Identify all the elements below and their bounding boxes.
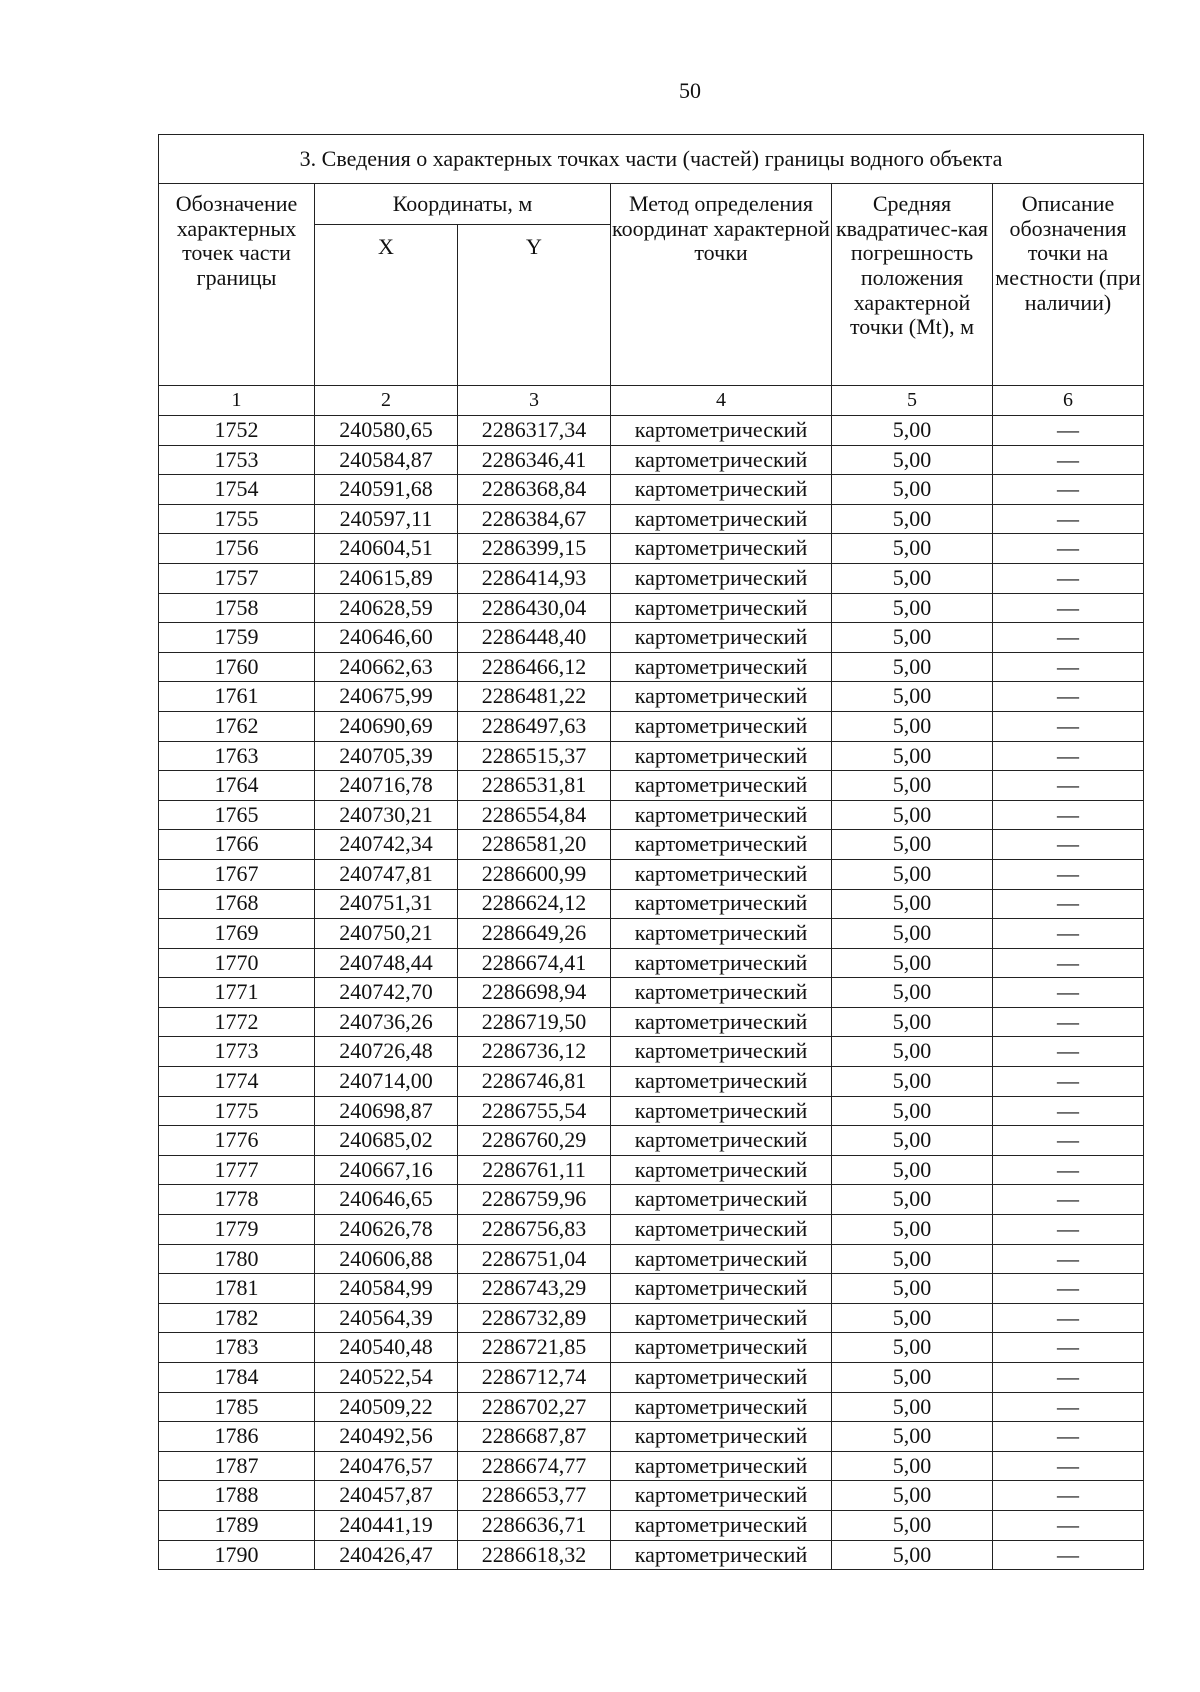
table-row	[159, 504, 1144, 534]
error-cell: 5,00	[832, 1215, 993, 1245]
table-row	[159, 800, 1144, 830]
error-cell: 5,00	[832, 1096, 993, 1126]
x-coordinate-cell: 240747,81	[315, 859, 458, 889]
x-coordinate-cell: 240667,16	[315, 1155, 458, 1185]
table-row	[159, 1392, 1144, 1422]
method-cell: картометрический	[611, 1215, 832, 1245]
error-cell: 5,00	[832, 1510, 993, 1540]
x-coordinate-cell: 240441,19	[315, 1510, 458, 1540]
description-cell: —	[993, 1303, 1144, 1333]
description-cell: —	[993, 1126, 1144, 1156]
table-row	[159, 593, 1144, 623]
point-id-cell: 1780	[159, 1244, 315, 1274]
error-cell: 5,00	[832, 445, 993, 475]
point-id-cell: 1764	[159, 771, 315, 801]
y-coordinate-cell: 2286760,29	[458, 1126, 611, 1156]
method-cell: картометрический	[611, 1037, 832, 1067]
error-cell: 5,00	[832, 1007, 993, 1037]
description-cell: —	[993, 771, 1144, 801]
point-id-cell: 1767	[159, 859, 315, 889]
description-cell: —	[993, 1185, 1144, 1215]
column-number: 3	[458, 386, 611, 416]
x-coordinate-cell: 240580,65	[315, 416, 458, 446]
table-row	[159, 1333, 1144, 1363]
x-coordinate-cell: 240742,70	[315, 978, 458, 1008]
method-cell: картометрический	[611, 1067, 832, 1097]
y-coordinate-cell: 2286414,93	[458, 563, 611, 593]
table-body	[159, 416, 1144, 1570]
error-cell: 5,00	[832, 1274, 993, 1304]
error-cell: 5,00	[832, 1540, 993, 1570]
method-cell: картометрический	[611, 919, 832, 949]
error-cell: 5,00	[832, 1422, 993, 1452]
error-cell: 5,00	[832, 1333, 993, 1363]
method-cell: картометрический	[611, 1096, 832, 1126]
column-number: 2	[315, 386, 458, 416]
description-cell: —	[993, 1007, 1144, 1037]
x-coordinate-cell: 240662,63	[315, 652, 458, 682]
x-coordinate-cell: 240750,21	[315, 919, 458, 949]
error-cell: 5,00	[832, 771, 993, 801]
table-row	[159, 919, 1144, 949]
point-id-cell: 1753	[159, 445, 315, 475]
y-coordinate-cell: 2286430,04	[458, 593, 611, 623]
error-cell: 5,00	[832, 504, 993, 534]
x-coordinate-cell: 240705,39	[315, 741, 458, 771]
column-number: 5	[832, 386, 993, 416]
header-row	[159, 184, 1144, 225]
point-id-cell: 1781	[159, 1274, 315, 1304]
table-row	[159, 1540, 1144, 1570]
table-row	[159, 563, 1144, 593]
x-coordinate-cell: 240492,56	[315, 1422, 458, 1452]
y-coordinate-cell: 2286481,22	[458, 682, 611, 712]
method-cell: картометрический	[611, 830, 832, 860]
point-id-cell: 1768	[159, 889, 315, 919]
x-coordinate-cell: 240604,51	[315, 534, 458, 564]
error-cell: 5,00	[832, 800, 993, 830]
point-id-cell: 1769	[159, 919, 315, 949]
error-cell: 5,00	[832, 1363, 993, 1393]
table-row	[159, 475, 1144, 505]
table-row	[159, 1510, 1144, 1540]
error-cell: 5,00	[832, 623, 993, 653]
description-cell: —	[993, 1274, 1144, 1304]
y-coordinate-cell: 2286712,74	[458, 1363, 611, 1393]
x-coordinate-cell: 240716,78	[315, 771, 458, 801]
y-coordinate-cell: 2286746,81	[458, 1067, 611, 1097]
method-cell: картометрический	[611, 416, 832, 446]
point-id-cell: 1777	[159, 1155, 315, 1185]
method-cell: картометрический	[611, 563, 832, 593]
table-row	[159, 1422, 1144, 1452]
table-row	[159, 859, 1144, 889]
description-cell: —	[993, 504, 1144, 534]
method-cell: картометрический	[611, 800, 832, 830]
y-coordinate-cell: 2286618,32	[458, 1540, 611, 1570]
error-cell: 5,00	[832, 563, 993, 593]
error-cell: 5,00	[832, 1185, 993, 1215]
description-cell: —	[993, 1451, 1144, 1481]
error-cell: 5,00	[832, 475, 993, 505]
header-description: Описание обозначения точки на местности (при наличии)	[993, 184, 1144, 386]
method-cell: картометрический	[611, 504, 832, 534]
column-number: 1	[159, 386, 315, 416]
column-number-row	[159, 386, 1144, 416]
table-row	[159, 1215, 1144, 1245]
table-row	[159, 889, 1144, 919]
table-row	[159, 1303, 1144, 1333]
header-method: Метод определения координат характерной точки	[611, 184, 832, 386]
description-cell: —	[993, 1096, 1144, 1126]
point-id-cell: 1755	[159, 504, 315, 534]
y-coordinate-cell: 2286624,12	[458, 889, 611, 919]
method-cell: картометрический	[611, 1451, 832, 1481]
point-id-cell: 1752	[159, 416, 315, 446]
method-cell: картометрический	[611, 1007, 832, 1037]
description-cell: —	[993, 1155, 1144, 1185]
table-row	[159, 1155, 1144, 1185]
method-cell: картометрический	[611, 682, 832, 712]
error-cell: 5,00	[832, 1037, 993, 1067]
point-id-cell: 1763	[159, 741, 315, 771]
column-number: 4	[611, 386, 832, 416]
description-cell: —	[993, 1215, 1144, 1245]
point-id-cell: 1785	[159, 1392, 315, 1422]
y-coordinate-cell: 2286317,34	[458, 416, 611, 446]
point-id-cell: 1761	[159, 682, 315, 712]
error-cell: 5,00	[832, 1481, 993, 1511]
point-id-cell: 1771	[159, 978, 315, 1008]
description-cell: —	[993, 919, 1144, 949]
point-id-cell: 1766	[159, 830, 315, 860]
y-coordinate-cell: 2286384,67	[458, 504, 611, 534]
description-cell: —	[993, 948, 1144, 978]
description-cell: —	[993, 563, 1144, 593]
table-row	[159, 445, 1144, 475]
description-cell: —	[993, 1540, 1144, 1570]
section-title-row	[159, 135, 1144, 184]
point-id-cell: 1760	[159, 652, 315, 682]
method-cell: картометрический	[611, 1155, 832, 1185]
description-cell: —	[993, 445, 1144, 475]
x-coordinate-cell: 240509,22	[315, 1392, 458, 1422]
point-id-cell: 1772	[159, 1007, 315, 1037]
method-cell: картометрический	[611, 948, 832, 978]
error-cell: 5,00	[832, 1451, 993, 1481]
method-cell: картометрический	[611, 1303, 832, 1333]
description-cell: —	[993, 1037, 1144, 1067]
point-id-cell: 1770	[159, 948, 315, 978]
x-coordinate-cell: 240597,11	[315, 504, 458, 534]
point-id-cell: 1775	[159, 1096, 315, 1126]
y-coordinate-cell: 2286466,12	[458, 652, 611, 682]
y-coordinate-cell: 2286448,40	[458, 623, 611, 653]
y-coordinate-cell: 2286515,37	[458, 741, 611, 771]
method-cell: картометрический	[611, 1422, 832, 1452]
header-coordinates: Координаты, м	[315, 184, 611, 225]
point-id-cell: 1790	[159, 1540, 315, 1570]
error-cell: 5,00	[832, 889, 993, 919]
y-coordinate-cell: 2286761,11	[458, 1155, 611, 1185]
y-coordinate-cell: 2286674,41	[458, 948, 611, 978]
method-cell: картометрический	[611, 1481, 832, 1511]
point-id-cell: 1756	[159, 534, 315, 564]
x-coordinate-cell: 240736,26	[315, 1007, 458, 1037]
description-cell: —	[993, 682, 1144, 712]
error-cell: 5,00	[832, 682, 993, 712]
method-cell: картометрический	[611, 1244, 832, 1274]
table-row	[159, 771, 1144, 801]
method-cell: картометрический	[611, 1510, 832, 1540]
x-coordinate-cell: 240615,89	[315, 563, 458, 593]
description-cell: —	[993, 1067, 1144, 1097]
error-cell: 5,00	[832, 978, 993, 1008]
x-coordinate-cell: 240457,87	[315, 1481, 458, 1511]
error-cell: 5,00	[832, 1067, 993, 1097]
point-id-cell: 1782	[159, 1303, 315, 1333]
error-cell: 5,00	[832, 1126, 993, 1156]
error-cell: 5,00	[832, 830, 993, 860]
x-coordinate-cell: 240646,65	[315, 1185, 458, 1215]
x-coordinate-cell: 240426,47	[315, 1540, 458, 1570]
point-id-cell: 1784	[159, 1363, 315, 1393]
method-cell: картометрический	[611, 1274, 832, 1304]
table-row	[159, 682, 1144, 712]
x-coordinate-cell: 240584,99	[315, 1274, 458, 1304]
x-coordinate-cell: 240646,60	[315, 623, 458, 653]
table-row	[159, 978, 1144, 1008]
point-id-cell: 1779	[159, 1215, 315, 1245]
x-coordinate-cell: 240726,48	[315, 1037, 458, 1067]
header-error: Средняя квадратичес-кая погрешность положения характерной точки (Mt), м	[832, 184, 993, 386]
point-id-cell: 1758	[159, 593, 315, 623]
point-id-cell: 1762	[159, 711, 315, 741]
method-cell: картометрический	[611, 1185, 832, 1215]
table-row	[159, 711, 1144, 741]
x-coordinate-cell: 240626,78	[315, 1215, 458, 1245]
error-cell: 5,00	[832, 534, 993, 564]
point-id-cell: 1765	[159, 800, 315, 830]
point-id-cell: 1783	[159, 1333, 315, 1363]
error-cell: 5,00	[832, 711, 993, 741]
y-coordinate-cell: 2286719,50	[458, 1007, 611, 1037]
x-coordinate-cell: 240628,59	[315, 593, 458, 623]
method-cell: картометрический	[611, 771, 832, 801]
table-row	[159, 948, 1144, 978]
description-cell: —	[993, 978, 1144, 1008]
y-coordinate-cell: 2286600,99	[458, 859, 611, 889]
x-coordinate-cell: 240584,87	[315, 445, 458, 475]
error-cell: 5,00	[832, 1303, 993, 1333]
table-row	[159, 416, 1144, 446]
table-row	[159, 1451, 1144, 1481]
method-cell: картометрический	[611, 1126, 832, 1156]
table-row	[159, 1274, 1144, 1304]
table-row	[159, 830, 1144, 860]
y-coordinate-cell: 2286399,15	[458, 534, 611, 564]
description-cell: —	[993, 652, 1144, 682]
y-coordinate-cell: 2286636,71	[458, 1510, 611, 1540]
column-number: 6	[993, 386, 1144, 416]
method-cell: картометрический	[611, 741, 832, 771]
description-cell: —	[993, 800, 1144, 830]
x-coordinate-cell: 240742,34	[315, 830, 458, 860]
description-cell: —	[993, 1481, 1144, 1511]
x-coordinate-cell: 240522,54	[315, 1363, 458, 1393]
point-id-cell: 1776	[159, 1126, 315, 1156]
error-cell: 5,00	[832, 416, 993, 446]
table-row	[159, 741, 1144, 771]
table-row	[159, 1185, 1144, 1215]
point-id-cell: 1789	[159, 1510, 315, 1540]
x-coordinate-cell: 240698,87	[315, 1096, 458, 1126]
error-cell: 5,00	[832, 1392, 993, 1422]
method-cell: картометрический	[611, 1333, 832, 1363]
description-cell: —	[993, 1363, 1144, 1393]
point-id-cell: 1778	[159, 1185, 315, 1215]
method-cell: картометрический	[611, 652, 832, 682]
y-coordinate-cell: 2286531,81	[458, 771, 611, 801]
method-cell: картометрический	[611, 889, 832, 919]
description-cell: —	[993, 1333, 1144, 1363]
method-cell: картометрический	[611, 1392, 832, 1422]
header-x: X	[315, 225, 458, 386]
y-coordinate-cell: 2286702,27	[458, 1392, 611, 1422]
y-coordinate-cell: 2286687,87	[458, 1422, 611, 1452]
section-title: 3. Сведения о характерных точках части (частей) границы водного объекта	[159, 135, 1144, 184]
method-cell: картометрический	[611, 978, 832, 1008]
table-row	[159, 1037, 1144, 1067]
table-row	[159, 1067, 1144, 1097]
table-row	[159, 1096, 1144, 1126]
error-cell: 5,00	[832, 948, 993, 978]
y-coordinate-cell: 2286759,96	[458, 1185, 611, 1215]
point-id-cell: 1757	[159, 563, 315, 593]
description-cell: —	[993, 711, 1144, 741]
page-number: 50	[679, 78, 701, 103]
table-row	[159, 1007, 1144, 1037]
y-coordinate-cell: 2286497,63	[458, 711, 611, 741]
error-cell: 5,00	[832, 1155, 993, 1185]
y-coordinate-cell: 2286743,29	[458, 1274, 611, 1304]
method-cell: картометрический	[611, 1540, 832, 1570]
table-row	[159, 1363, 1144, 1393]
header-designation: Обозначение характерных точек части границы	[159, 184, 315, 386]
method-cell: картометрический	[611, 593, 832, 623]
description-cell: —	[993, 593, 1144, 623]
x-coordinate-cell: 240714,00	[315, 1067, 458, 1097]
method-cell: картометрический	[611, 475, 832, 505]
error-cell: 5,00	[832, 652, 993, 682]
description-cell: —	[993, 1422, 1144, 1452]
error-cell: 5,00	[832, 1244, 993, 1274]
y-coordinate-cell: 2286581,20	[458, 830, 611, 860]
x-coordinate-cell: 240675,99	[315, 682, 458, 712]
x-coordinate-cell: 240476,57	[315, 1451, 458, 1481]
x-coordinate-cell: 240591,68	[315, 475, 458, 505]
y-coordinate-cell: 2286346,41	[458, 445, 611, 475]
method-cell: картометрический	[611, 859, 832, 889]
method-cell: картометрический	[611, 623, 832, 653]
table-row	[159, 1244, 1144, 1274]
y-coordinate-cell: 2286736,12	[458, 1037, 611, 1067]
x-coordinate-cell: 240564,39	[315, 1303, 458, 1333]
description-cell: —	[993, 623, 1144, 653]
point-id-cell: 1787	[159, 1451, 315, 1481]
x-coordinate-cell: 240751,31	[315, 889, 458, 919]
y-coordinate-cell: 2286732,89	[458, 1303, 611, 1333]
y-coordinate-cell: 2286721,85	[458, 1333, 611, 1363]
description-cell: —	[993, 534, 1144, 564]
point-id-cell: 1774	[159, 1067, 315, 1097]
x-coordinate-cell: 240606,88	[315, 1244, 458, 1274]
table-row	[159, 1481, 1144, 1511]
error-cell: 5,00	[832, 919, 993, 949]
y-coordinate-cell: 2286649,26	[458, 919, 611, 949]
y-coordinate-cell: 2286756,83	[458, 1215, 611, 1245]
x-coordinate-cell: 240690,69	[315, 711, 458, 741]
description-cell: —	[993, 475, 1144, 505]
table-row	[159, 534, 1144, 564]
y-coordinate-cell: 2286368,84	[458, 475, 611, 505]
boundary-points-table	[158, 134, 1144, 1570]
description-cell: —	[993, 1510, 1144, 1540]
method-cell: картометрический	[611, 1363, 832, 1393]
y-coordinate-cell: 2286674,77	[458, 1451, 611, 1481]
x-coordinate-cell: 240540,48	[315, 1333, 458, 1363]
table-row	[159, 623, 1144, 653]
y-coordinate-cell: 2286698,94	[458, 978, 611, 1008]
y-coordinate-cell: 2286755,54	[458, 1096, 611, 1126]
description-cell: —	[993, 889, 1144, 919]
y-coordinate-cell: 2286653,77	[458, 1481, 611, 1511]
point-id-cell: 1788	[159, 1481, 315, 1511]
method-cell: картометрический	[611, 534, 832, 564]
error-cell: 5,00	[832, 593, 993, 623]
y-coordinate-cell: 2286751,04	[458, 1244, 611, 1274]
point-id-cell: 1773	[159, 1037, 315, 1067]
description-cell: —	[993, 830, 1144, 860]
method-cell: картометрический	[611, 445, 832, 475]
description-cell: —	[993, 1244, 1144, 1274]
point-id-cell: 1759	[159, 623, 315, 653]
table-row	[159, 1126, 1144, 1156]
point-id-cell: 1786	[159, 1422, 315, 1452]
header-y: Y	[458, 225, 611, 386]
error-cell: 5,00	[832, 859, 993, 889]
error-cell: 5,00	[832, 741, 993, 771]
x-coordinate-cell: 240748,44	[315, 948, 458, 978]
description-cell: —	[993, 741, 1144, 771]
point-id-cell: 1754	[159, 475, 315, 505]
description-cell: —	[993, 416, 1144, 446]
description-cell: —	[993, 859, 1144, 889]
x-coordinate-cell: 240685,02	[315, 1126, 458, 1156]
x-coordinate-cell: 240730,21	[315, 800, 458, 830]
method-cell: картометрический	[611, 711, 832, 741]
table-row	[159, 652, 1144, 682]
y-coordinate-cell: 2286554,84	[458, 800, 611, 830]
description-cell: —	[993, 1392, 1144, 1422]
